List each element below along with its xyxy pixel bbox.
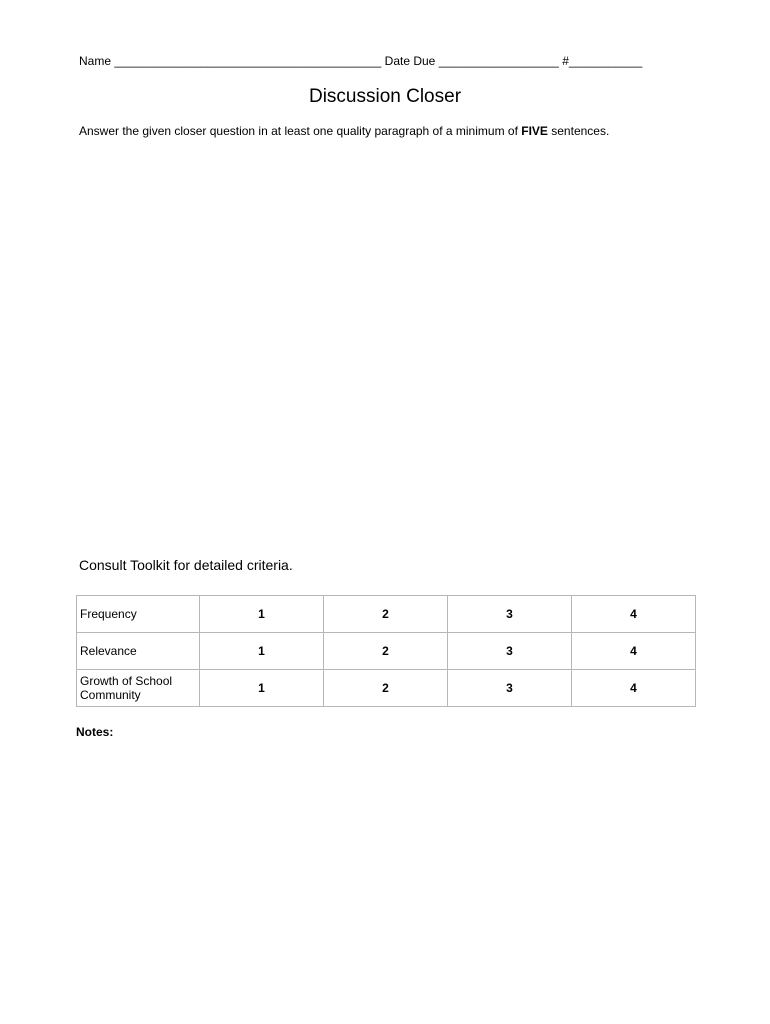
notes-label: Notes:: [76, 725, 114, 739]
rubric-row-growth: [77, 670, 696, 707]
rubric-score-cell[interactable]: 2: [324, 596, 448, 633]
rubric-criterion-label: Frequency: [77, 596, 200, 633]
rubric-score-cell[interactable]: 3: [448, 633, 572, 670]
date-due-label: Date Due: [384, 54, 436, 68]
rubric-score-cell[interactable]: 2: [324, 633, 448, 670]
instructions: [79, 124, 609, 138]
number-label: #: [562, 54, 569, 68]
instructions-text: Answer the given closer question in at least one quality paragraph of a minimum of: [79, 124, 522, 138]
rubric-score-cell[interactable]: 1: [200, 670, 324, 707]
number-field[interactable]: ___________: [568, 54, 643, 68]
name-field[interactable]: ________________________________________: [114, 54, 382, 68]
rubric-score-cell[interactable]: 4: [572, 670, 696, 707]
rubric-row-relevance: [77, 633, 696, 670]
instructions-text-end: sentences.: [547, 124, 610, 138]
rubric-score-cell[interactable]: 3: [448, 596, 572, 633]
rubric-score-cell[interactable]: 1: [200, 596, 324, 633]
rubric-criterion-label: Growth of School Community: [77, 670, 200, 707]
header-line: [79, 54, 642, 68]
rubric-score-cell[interactable]: 4: [572, 633, 696, 670]
rubric-score-cell[interactable]: 1: [200, 633, 324, 670]
consult-toolkit-text: Consult Toolkit for detailed criteria.: [79, 557, 293, 573]
rubric-score-cell[interactable]: 2: [324, 670, 448, 707]
rubric-row-frequency: [77, 596, 696, 633]
rubric-table: [76, 595, 696, 707]
instructions-emphasis: FIVE: [521, 124, 548, 138]
rubric-score-cell[interactable]: 3: [448, 670, 572, 707]
rubric-score-cell[interactable]: 4: [572, 596, 696, 633]
page-title: Discussion Closer: [308, 86, 462, 107]
rubric-criterion-label: Relevance: [77, 633, 200, 670]
name-label: Name: [79, 54, 112, 68]
date-due-field[interactable]: __________________: [438, 54, 559, 68]
